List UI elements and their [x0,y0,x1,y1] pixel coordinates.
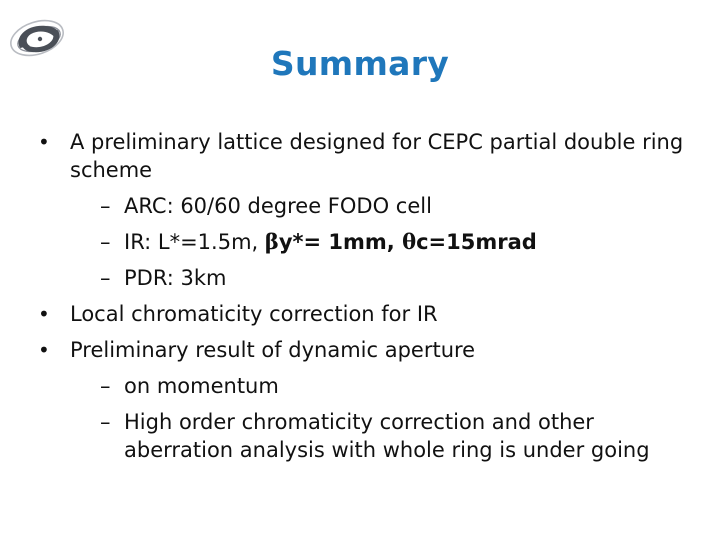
bullet-list [38,128,698,464]
sub-bullet-ir [38,228,698,256]
sub-bullet-text-ir-prefix: IR: L*=1.5m, [124,230,265,254]
sub-bullet-text: High order chromaticity correction and other aberration analysis with whole ring is under going [124,410,650,462]
bullet-dynamic-aperture [38,336,698,364]
bullet-marker: • [38,130,50,154]
dash-marker: – [100,230,111,254]
slide-title: Summary [270,44,450,83]
sub-bullet-text: ARC: 60/60 degree FODO cell [124,194,432,218]
dash-marker: – [100,266,111,290]
dash-marker: – [100,194,111,218]
dash-marker: – [100,374,111,398]
beta-symbol: β [264,229,279,254]
bullet-text: Local chromaticity correction for IR [70,302,438,326]
beta-value: y*= 1mm, [278,230,403,254]
dash-marker: – [100,410,111,434]
sub-bullet-momentum [38,372,698,400]
bullet-chromaticity [38,300,698,328]
bullet-marker: • [38,338,50,362]
sub-bullet-pdr [38,264,698,292]
theta-value: c=15mrad [416,230,537,254]
sub-bullet-text: on momentum [124,374,279,398]
bullet-text: A preliminary lattice designed for CEPC partial double ring scheme [70,130,684,182]
sub-bullet-arc [38,192,698,220]
bullet-text: Preliminary result of dynamic aperture [70,338,476,362]
bullet-marker: • [38,302,50,326]
theta-symbol: θ [402,229,417,254]
sub-bullet-text: PDR: 3km [124,266,227,290]
sub-bullet-high-order [38,408,698,464]
bullet-lattice [38,128,698,184]
